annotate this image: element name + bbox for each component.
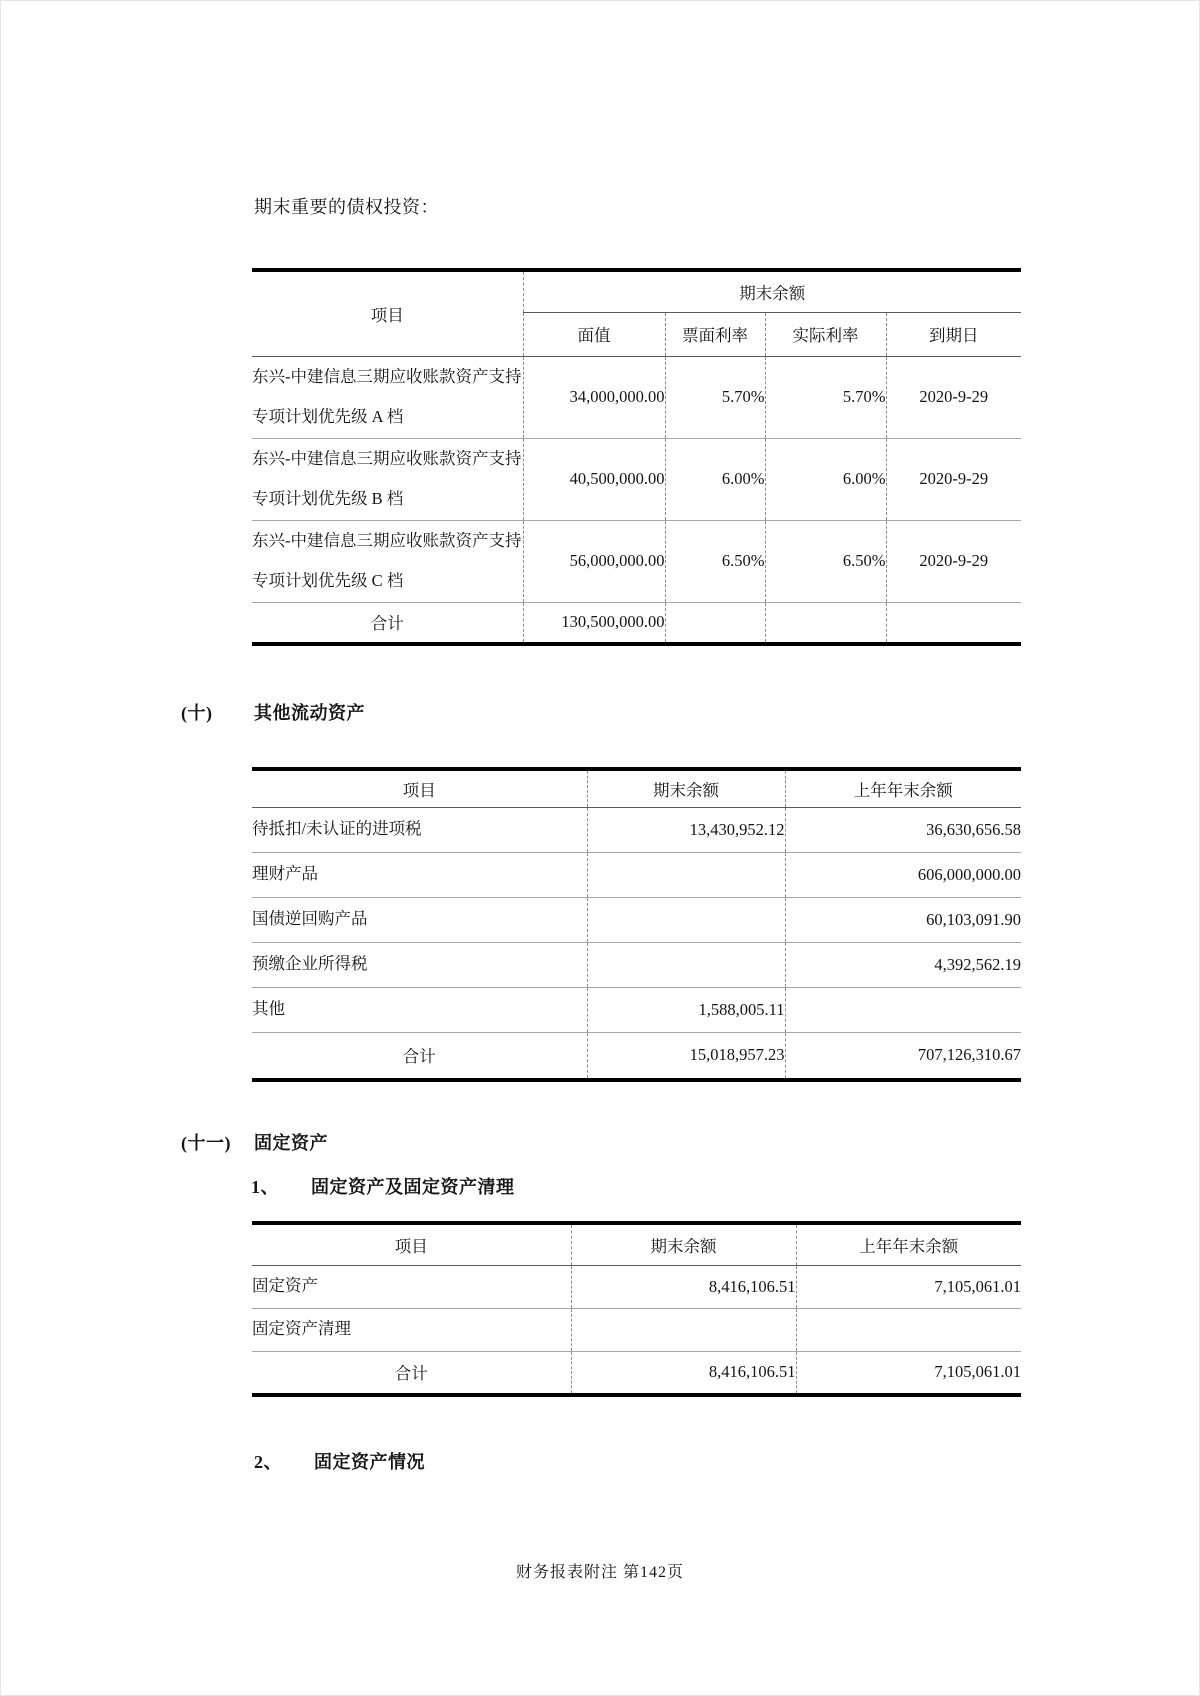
row-face-value: 34,000,000.00	[523, 356, 665, 438]
table-row	[252, 1308, 1021, 1351]
table-row	[252, 897, 1021, 942]
total-closing-balance: 15,018,957.23	[587, 1032, 785, 1080]
row-effective-rate: 6.00%	[765, 438, 886, 520]
table-total-row	[252, 1032, 1021, 1080]
section-ten-number: (十)	[181, 703, 213, 723]
total-closing-balance: 8,416,106.51	[571, 1351, 796, 1395]
row-item-name: 预缴企业所得税	[252, 942, 587, 987]
row-coupon-rate: 5.70%	[665, 356, 765, 438]
section-ten-title: 其他流动资产	[254, 703, 365, 723]
intro-text: 期末重要的债权投资：	[254, 197, 439, 217]
total-effective-empty	[765, 602, 886, 644]
row-prior-year-balance	[796, 1308, 1021, 1351]
debt-investments-table	[252, 268, 1021, 646]
col-header-item: 项目	[252, 769, 587, 807]
row-face-value: 40,500,000.00	[523, 438, 665, 520]
subsection-1-title: 固定资产及固定资产清理	[311, 1177, 515, 1197]
table-row	[252, 987, 1021, 1032]
row-closing-balance: 8,416,106.51	[571, 1265, 796, 1308]
table-row	[252, 356, 1021, 438]
row-prior-year-balance: 4,392,562.19	[785, 942, 1021, 987]
total-coupon-empty	[665, 602, 765, 644]
section-eleven-number: (十一)	[181, 1133, 231, 1153]
page-footer: 财务报表附注 第142页	[515, 1564, 684, 1581]
total-label: 合计	[402, 1047, 436, 1067]
col-header-item: 项目	[252, 1223, 571, 1265]
row-item-name: 理财产品	[252, 852, 587, 897]
total-face-value: 130,500,000.00	[523, 602, 665, 644]
total-prior-year-balance: 7,105,061.01	[796, 1351, 1021, 1395]
row-item-name: 固定资产	[252, 1265, 571, 1308]
row-prior-year-balance: 36,630,656.58	[785, 807, 1021, 852]
row-item-name: 东兴-中建信息三期应收账款资产支持专项计划优先级 B 档	[252, 438, 523, 520]
total-label: 合计	[394, 1364, 428, 1384]
col-header-prior-year-balance: 上年年末余额	[785, 769, 1021, 807]
col-header-coupon-rate: 票面利率	[665, 312, 765, 356]
row-closing-balance: 1,588,005.11	[587, 987, 785, 1032]
table-header-row	[252, 270, 1021, 312]
col-header-group-closing-balance: 期末余额	[523, 270, 1021, 312]
row-coupon-rate: 6.50%	[665, 520, 765, 602]
row-closing-balance	[587, 897, 785, 942]
row-closing-balance	[587, 852, 785, 897]
row-item-name: 待抵扣/未认证的进项税	[252, 807, 587, 852]
col-header-closing-balance: 期末余额	[571, 1223, 796, 1265]
row-prior-year-balance: 7,105,061.01	[796, 1265, 1021, 1308]
table-header-row	[252, 769, 1021, 807]
row-coupon-rate: 6.00%	[665, 438, 765, 520]
table-row	[252, 1265, 1021, 1308]
col-header-prior-year-balance: 上年年末余额	[796, 1223, 1021, 1265]
row-item-name: 国债逆回购产品	[252, 897, 587, 942]
col-header-closing-balance: 期末余额	[587, 769, 785, 807]
table-row	[252, 520, 1021, 602]
row-closing-balance	[587, 942, 785, 987]
subsection-2-number: 2、	[254, 1452, 282, 1472]
row-prior-year-balance: 60,103,091.90	[785, 897, 1021, 942]
row-maturity-date: 2020-9-29	[886, 356, 1021, 438]
total-label: 合计	[370, 614, 404, 634]
row-closing-balance	[571, 1308, 796, 1351]
table-total-row	[252, 602, 1021, 644]
table-row	[252, 942, 1021, 987]
col-header-effective-rate: 实际利率	[765, 312, 886, 356]
row-maturity-date: 2020-9-29	[886, 520, 1021, 602]
total-prior-year-balance: 707,126,310.67	[785, 1032, 1021, 1080]
table-total-row	[252, 1351, 1021, 1395]
table-row	[252, 438, 1021, 520]
section-eleven-title: 固定资产	[254, 1133, 328, 1153]
table-header-row	[252, 1223, 1021, 1265]
table-row	[252, 807, 1021, 852]
row-prior-year-balance: 606,000,000.00	[785, 852, 1021, 897]
row-effective-rate: 5.70%	[765, 356, 886, 438]
row-maturity-date: 2020-9-29	[886, 438, 1021, 520]
row-prior-year-balance	[785, 987, 1021, 1032]
table-row	[252, 852, 1021, 897]
col-header-maturity-date: 到期日	[886, 312, 1021, 356]
other-current-assets-table	[252, 767, 1021, 1082]
subsection-1-number: 1、	[251, 1177, 279, 1197]
row-closing-balance: 13,430,952.12	[587, 807, 785, 852]
row-face-value: 56,000,000.00	[523, 520, 665, 602]
row-item-name: 固定资产清理	[252, 1308, 571, 1351]
total-maturity-empty	[886, 602, 1021, 644]
row-item-name: 东兴-中建信息三期应收账款资产支持专项计划优先级 C 档	[252, 520, 523, 602]
row-effective-rate: 6.50%	[765, 520, 886, 602]
col-header-item: 项目	[252, 270, 523, 356]
fixed-assets-table	[252, 1221, 1021, 1397]
col-header-face-value: 面值	[523, 312, 665, 356]
subsection-2-title: 固定资产情况	[314, 1452, 425, 1472]
row-item-name: 东兴-中建信息三期应收账款资产支持专项计划优先级 A 档	[252, 356, 523, 438]
row-item-name: 其他	[252, 987, 587, 1032]
